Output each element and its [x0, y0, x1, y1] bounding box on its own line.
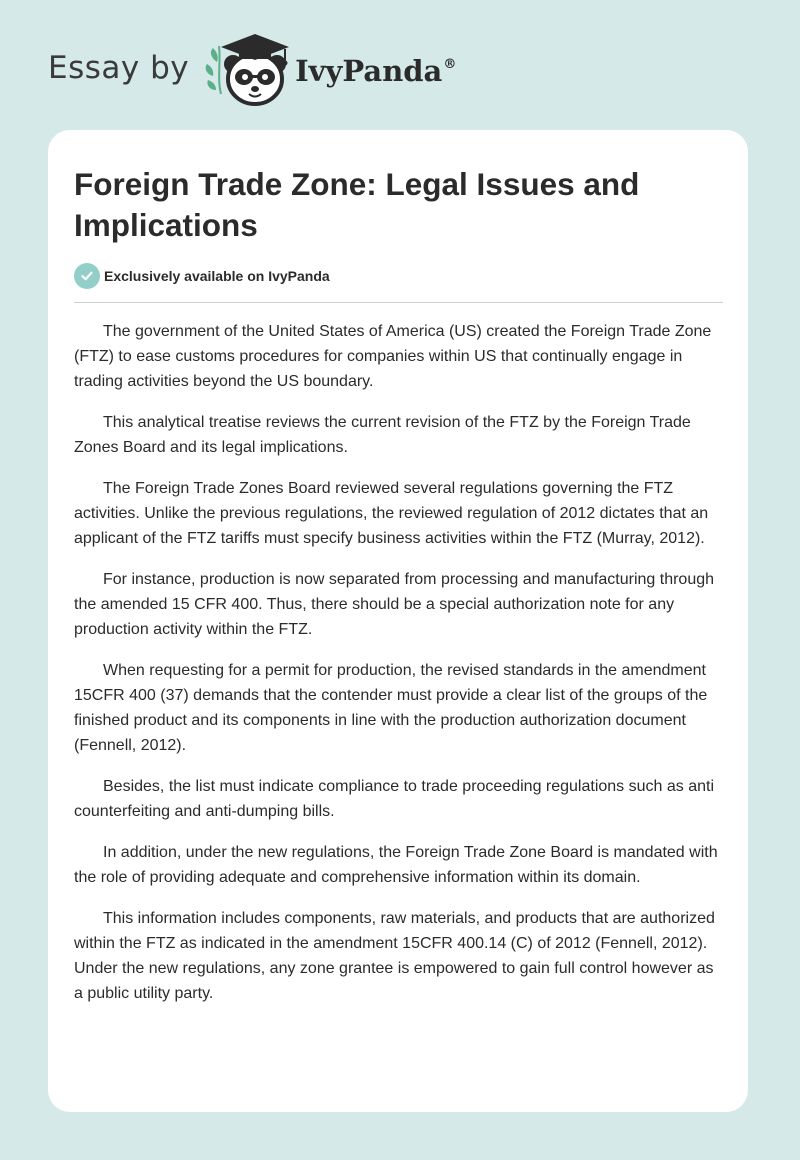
paragraph: For instance, production is now separated from processing and manufacturing through the amended 15 CFR 400. Thus, there should be a special authorization note for any production activity within the FTZ. — [74, 571, 715, 638]
essay-title: Foreign Trade Zone: Legal Issues and Implications — [74, 166, 640, 243]
paragraph: The government of the United States of America (US) created the Foreign Trade Zone (FTZ) to ease customs procedures for companies within US that continually engage in trading activities beyond the US boundary. — [74, 323, 712, 390]
paragraph: When requesting for a permit for production, the revised standards in the amendment 15CFR 400 (37) demands that the contender must provide a clear list of the groups of the finished product and its components in line with the production authorization document (Fennell, 2012). — [74, 662, 708, 754]
paragraph: In addition, under the new regulations, the Foreign Trade Zone Board is mandated with the role of providing adequate and comprehensive information within its domain. — [74, 844, 718, 886]
paragraph: Besides, the list must indicate compliance to trade proceeding regulations such as anti counterfeiting and anti-dumping bills. — [74, 778, 715, 820]
divider — [74, 302, 723, 303]
site-brand[interactable] — [48, 34, 456, 106]
panda-logo-icon — [203, 32, 299, 108]
paragraph: The Foreign Trade Zones Board reviewed several regulations governing the FTZ activities. Unlike the previous regulations, the reviewed regulation of 2012 dictates that an applicant of the FTZ tariffs must specify business activities within the FTZ (Murray, 2012). — [74, 480, 709, 547]
checkmark-icon — [74, 263, 100, 289]
brand-prefix: Essay by — [48, 50, 190, 86]
brand-name: IvyPanda® — [295, 54, 457, 88]
essay-body — [74, 319, 724, 1022]
exclusive-label: Exclusively available on IvyPanda — [104, 268, 330, 284]
paragraph: This information includes components, raw materials, and products that are authorized within the FTZ as indicated in the amendment 15CFR 400.14 (C) of 2012 (Fennell, 2012). Under the new regulations, any zone grantee is empowered to gain full control however as a public utility party. — [74, 910, 715, 1002]
paragraph: This analytical treatise reviews the current revision of the FTZ by the Foreign Trade Zones Board and its legal implications. — [74, 414, 691, 456]
exclusive-badge — [74, 263, 330, 289]
essay-card — [48, 130, 748, 1112]
